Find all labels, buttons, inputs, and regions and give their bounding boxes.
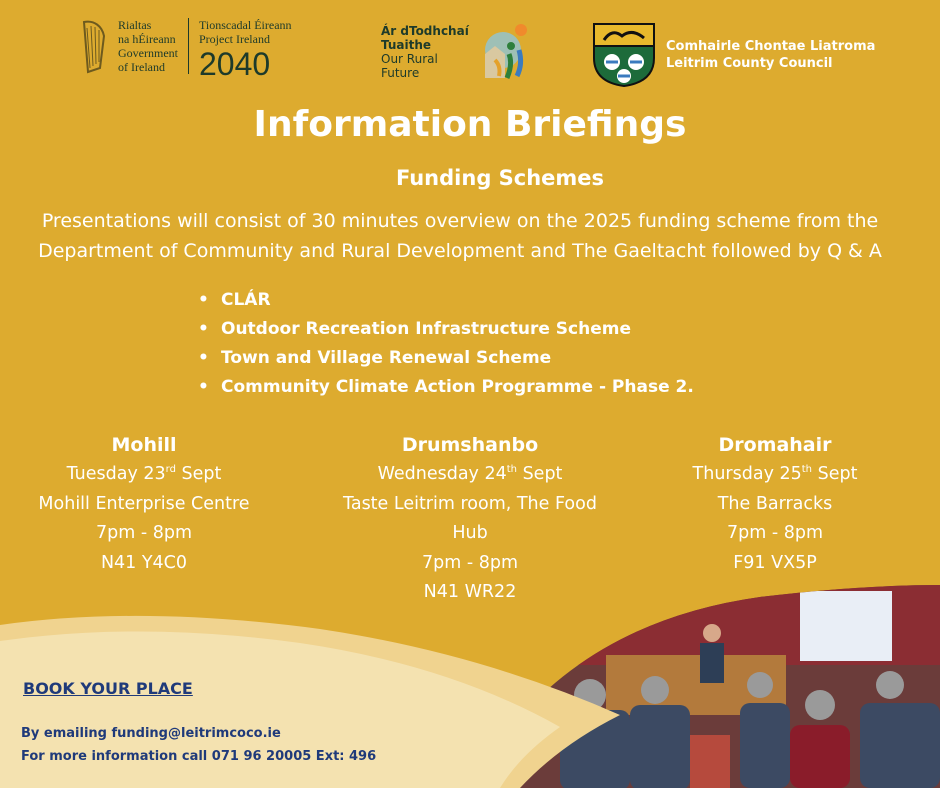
our-rural-future-logo [381, 24, 531, 82]
intro-line: Department of Community and Rural Development and The Gaeltacht followed by Q & A [38, 240, 882, 262]
venue-time: 7pm - 8pm [726, 523, 824, 543]
book-your-place-link[interactable]: BOOK YOUR PLACE [23, 679, 193, 698]
gov-line: of Ireland [118, 60, 165, 74]
venue-mohill [28, 432, 260, 578]
venue-place-cont: Hub [452, 523, 488, 543]
scheme-item: • Community Climate Action Programme - Phase 2. [198, 373, 694, 402]
orf-line: Future [381, 66, 420, 80]
gov-line: Government [118, 46, 178, 60]
orf-line: Our Rural [381, 52, 438, 66]
pi-line: Tionscadal Éireann [198, 18, 292, 32]
leitrim-county-council-logo [592, 22, 875, 88]
intro-line: Presentations will consist of 30 minutes overview on the 2025 funding scheme from the [41, 210, 879, 232]
pi-year: 2040 [198, 46, 271, 82]
rural-future-icon [475, 20, 531, 82]
venue-place: Mohill Enterprise Centre [38, 493, 250, 514]
council-name [666, 38, 875, 72]
pi-line: Project Ireland [198, 32, 270, 46]
government-text [118, 18, 189, 74]
venue-date: Wednesday 24th Sept [377, 464, 563, 484]
venue-eircode: N41 WR22 [423, 582, 517, 602]
gov-line: Rialtas [118, 18, 152, 32]
scheme-list [198, 286, 694, 402]
venue-time: 7pm - 8pm [421, 552, 519, 573]
orf-line: Tuaithe [381, 38, 432, 52]
harp-icon [78, 18, 108, 76]
scheme-item: • Town and Village Renewal Scheme [198, 344, 694, 373]
venue-place: Taste Leitrim room, The Food [343, 493, 597, 514]
venue-town: Drumshanbo [401, 434, 539, 456]
scheme-item: • Outdoor Recreation Infrastructure Scheme [198, 315, 694, 344]
venue-eircode: F91 VX5P [733, 552, 817, 573]
page-title: Information Briefings [253, 104, 687, 145]
venue-town: Mohill [111, 434, 177, 456]
venue-dromahair [672, 432, 878, 578]
venue-place: The Barracks [717, 493, 833, 514]
contact-info [21, 722, 376, 768]
venue-date: Thursday 25th Sept [692, 464, 858, 484]
intro-text [0, 206, 920, 266]
orf-line: Ár dTodhchaí [381, 24, 469, 38]
council-name-english: Leitrim County Council [666, 56, 833, 71]
venue-eircode: N41 Y4C0 [100, 552, 188, 573]
scheme-item: • CLÁR [198, 286, 694, 315]
venue-town: Dromahair [718, 434, 832, 456]
venue-drumshanbo [330, 432, 610, 608]
venue-date: Tuesday 23rd Sept [66, 464, 222, 484]
council-crest-icon [592, 22, 656, 88]
phone-line: For more information call 071 96 20005 Ext: 496 [21, 749, 377, 764]
email-line: By emailing funding@leitrimcoco.ie [21, 726, 281, 741]
council-name-irish: Comhairle Chontae Liatroma [666, 39, 876, 54]
project-ireland-logo [189, 18, 292, 80]
venue-time: 7pm - 8pm [95, 523, 193, 543]
government-logo [78, 18, 292, 80]
gov-line: na hÉireann [118, 32, 176, 46]
logo-bar [0, 0, 940, 100]
page-subtitle: Funding Schemes [395, 166, 605, 190]
